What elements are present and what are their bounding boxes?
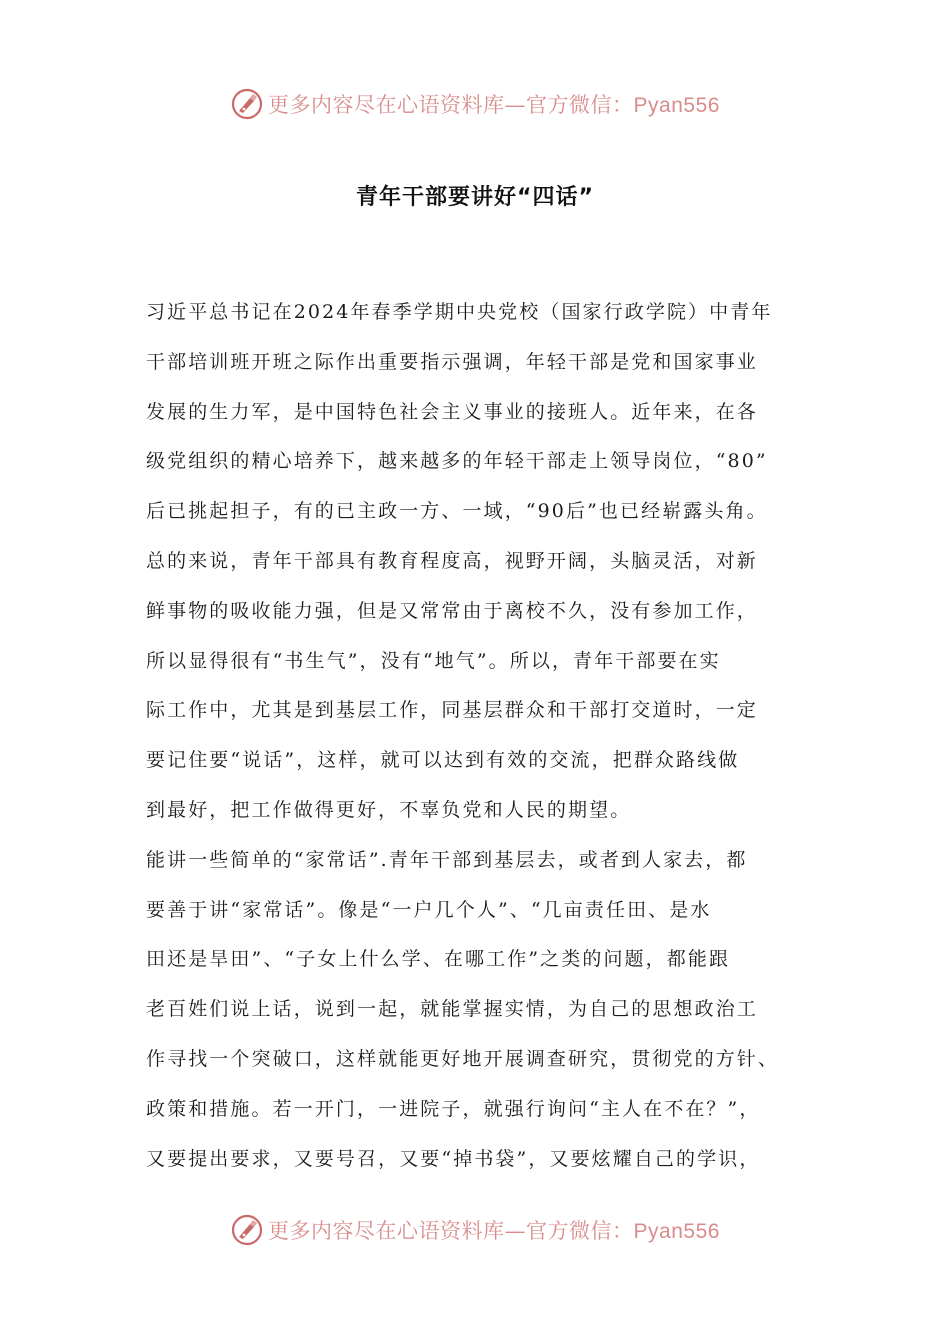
body-line: 老百姓们说上话，说到一起，就能掌握实情，为自己的思想政治工 <box>146 998 758 1021</box>
footer-watermark <box>0 1210 950 1250</box>
document-body <box>146 288 826 1184</box>
watermark-text: 更多内容尽在心语资料库—官方微信：Pyan556 <box>268 93 720 117</box>
body-line: 到最好，把工作做得更好，不辜负党和人民的期望。 <box>146 798 632 821</box>
body-line: 所以显得很有“书生气”，没有“地气”。所以，青年干部要在实 <box>146 649 721 672</box>
document-title: 青年干部要讲好“四话” <box>356 185 594 210</box>
body-line: 作寻找一个突破口，这样就能更好地开展调查研究，贯彻党的方针、 <box>146 1047 780 1070</box>
body-line: 又要提出要求，又要号召，又要“掉书袋”，又要炫耀自己的学识， <box>146 1147 761 1170</box>
body-line: 际工作中，尤其是到基层工作，同基层群众和干部打交道时，一定 <box>146 699 758 722</box>
body-line: 后已挑起担子，有的已主政一方、一域，“90后”也已经崭露头角。 <box>146 500 768 523</box>
wechat-id: Pyan556 <box>633 94 720 117</box>
header-watermark <box>0 84 950 124</box>
body-line: 鲜事物的吸收能力强，但是又常常由于离校不久，没有参加工作， <box>146 599 758 622</box>
wechat-id: Pyan556 <box>633 1220 720 1243</box>
body-line: 田还是旱田”、“子女上什么学、在哪工作”之类的问题，都能跟 <box>146 948 731 971</box>
pen-nib-logo-icon <box>230 87 264 121</box>
watermark-text: 更多内容尽在心语资料库—官方微信：Pyan556 <box>268 1219 720 1243</box>
body-line: 习近平总书记在2024年春季学期中央党校（国家行政学院）中青年 <box>146 301 773 323</box>
body-line: 级党组织的精心培养下，越来越多的年轻干部走上领导岗位，“80” <box>146 450 768 473</box>
body-line: 政策和措施。若一开门，一进院子，就强行询问“主人在不在？”， <box>146 1097 761 1120</box>
body-line: 发展的生力军，是中国特色社会主义事业的接班人。近年来，在各 <box>146 400 758 423</box>
body-line: 要记住要“说话”，这样，就可以达到有效的交流，把群众路线做 <box>146 749 740 772</box>
body-line: 总的来说，青年干部具有教育程度高，视野开阔，头脑灵活，对新 <box>146 549 758 572</box>
body-line: 能讲一些简单的“家常话”.青年干部到基层去，或者到人家去，都 <box>146 848 748 871</box>
body-line: 要善于讲“家常话”。像是“一户几个人”、“几亩责任田、是水 <box>146 898 712 921</box>
pen-nib-logo-icon <box>230 1213 264 1247</box>
body-line: 干部培训班开班之际作出重要指示强调，年轻干部是党和国家事业 <box>146 350 758 373</box>
